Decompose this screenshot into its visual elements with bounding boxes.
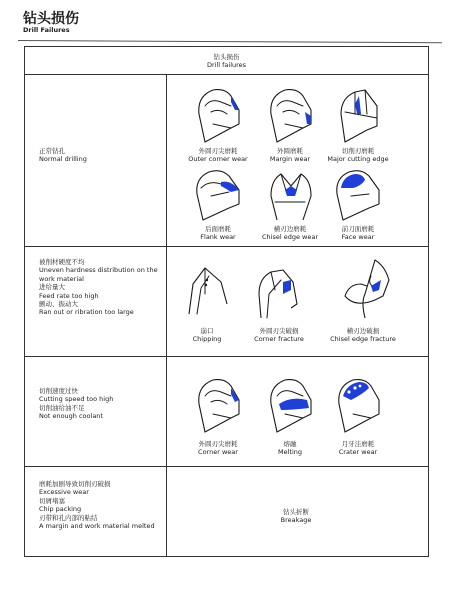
condition-cell (39, 387, 113, 421)
caption-cn: 外圆刃尖磨耗 (198, 440, 238, 448)
condition-en: Ran out or ribration too large (39, 308, 134, 317)
condition-cn: 刃带和孔内部的粘结 (39, 513, 98, 522)
condition-cn: 切屑堵塞 (39, 496, 65, 505)
corner-wear-figure (191, 374, 245, 434)
figure-caption (270, 147, 310, 163)
condition-cn: 切削油给油不足 (39, 403, 85, 412)
drill-failures-table (24, 46, 429, 557)
condition-en: A margin and work material melted (39, 522, 155, 531)
caption-en: Face wear (341, 233, 375, 241)
caption-cn: 外圆磨耗 (277, 147, 303, 155)
condition-en: Feed rate too high (39, 291, 99, 300)
caption-en: Flank wear (200, 233, 236, 241)
figure-caption (327, 147, 388, 163)
condition-en: Cutting speed too high (39, 395, 114, 404)
caption-cn: 切削刃磨耗 (341, 147, 375, 155)
table-row-wear-speed (25, 356, 428, 467)
caption-cn: 后面磨耗 (204, 225, 231, 233)
caption-en: Chisel edge wear (261, 233, 319, 241)
figure-caption (254, 327, 304, 343)
figure-caption (330, 327, 396, 343)
condition-cell (39, 147, 87, 164)
table-row-breakage (25, 466, 428, 558)
table-title-cn: 钻头损伤 (213, 53, 240, 61)
figure-caption (262, 225, 318, 241)
caption-cn: 外圆刃尖破损 (259, 327, 299, 335)
condition-en: Excessive wear (39, 488, 89, 497)
caption-en: Corner fracture (254, 335, 304, 343)
figure-caption (278, 440, 302, 456)
condition-cell (39, 258, 159, 317)
caption-cn: 月牙洼磨耗 (341, 440, 375, 448)
condition-en: Uneven hardness distribution on the work material (39, 266, 158, 283)
condition-cn: 切削速度过快 (39, 387, 78, 395)
flank-wear-figure (191, 166, 245, 222)
caption-en: Breakage (280, 516, 312, 524)
figure-caption (188, 147, 247, 163)
caption-cn: 横刃边磨耗 (273, 225, 307, 233)
figure-caption (200, 225, 235, 241)
caption-en: Major cutting edge (327, 155, 389, 163)
face-wear-figure (331, 166, 385, 222)
condition-cn: 进给量大 (39, 283, 65, 292)
caption-cn: 熔融 (283, 440, 297, 448)
caption-cn: 前刀面磨耗 (341, 225, 375, 233)
figure-caption (342, 225, 375, 241)
caption-en: Crater wear (338, 448, 378, 456)
major-cutting-edge-figure (331, 84, 385, 144)
page-title-cn: 钻头损伤 (23, 11, 79, 27)
caption-cn: 外圆刃尖磨耗 (198, 147, 238, 155)
figure-caption (193, 327, 222, 343)
chipping-figure (183, 264, 231, 318)
corner-fracture-figure (251, 264, 305, 320)
condition-cn: 颤动、振动大 (39, 300, 78, 309)
caption-en: Margin wear (269, 155, 311, 163)
crater-wear-figure (331, 374, 385, 434)
table-row-normal-drilling (25, 74, 428, 247)
table-row-fracture (25, 246, 428, 357)
caption-cn: 崩口 (200, 327, 214, 335)
figure-caption (339, 440, 377, 456)
margin-wear-figure (263, 84, 317, 144)
table-title-en: Drill failures (206, 61, 247, 69)
chisel-edge-fracture-figure (335, 256, 393, 320)
condition-en: Not enough coolant (39, 412, 103, 421)
figure-caption (198, 440, 238, 456)
table-title-cell (25, 47, 428, 75)
header-rule (18, 40, 442, 43)
caption-en: Chipping (192, 335, 222, 343)
condition-en: Chip packing (39, 505, 82, 514)
chisel-edge-wear-figure (261, 166, 319, 222)
caption-en: Chisel edge fracture (330, 335, 396, 343)
condition-cell (39, 480, 155, 530)
caption-en: Outer corner wear (188, 155, 248, 163)
melting-figure (263, 374, 317, 434)
condition-cn: 磨耗加剧导致切削刃破损 (39, 480, 111, 488)
caption-en: Corner wear (198, 448, 238, 456)
page-title-en: Drill Failures (23, 26, 70, 34)
caption-cn: 钻头折断 (282, 508, 309, 516)
condition-cn: 被削材硬度不均 (39, 258, 85, 266)
condition-en: Normal drilling (39, 155, 87, 164)
caption-cn: 横刃边破损 (346, 327, 380, 335)
condition-cn: 正常钻孔 (39, 147, 65, 155)
figure-caption (281, 508, 312, 524)
outer-corner-wear-figure (191, 84, 245, 144)
caption-en: Melting (277, 448, 303, 456)
